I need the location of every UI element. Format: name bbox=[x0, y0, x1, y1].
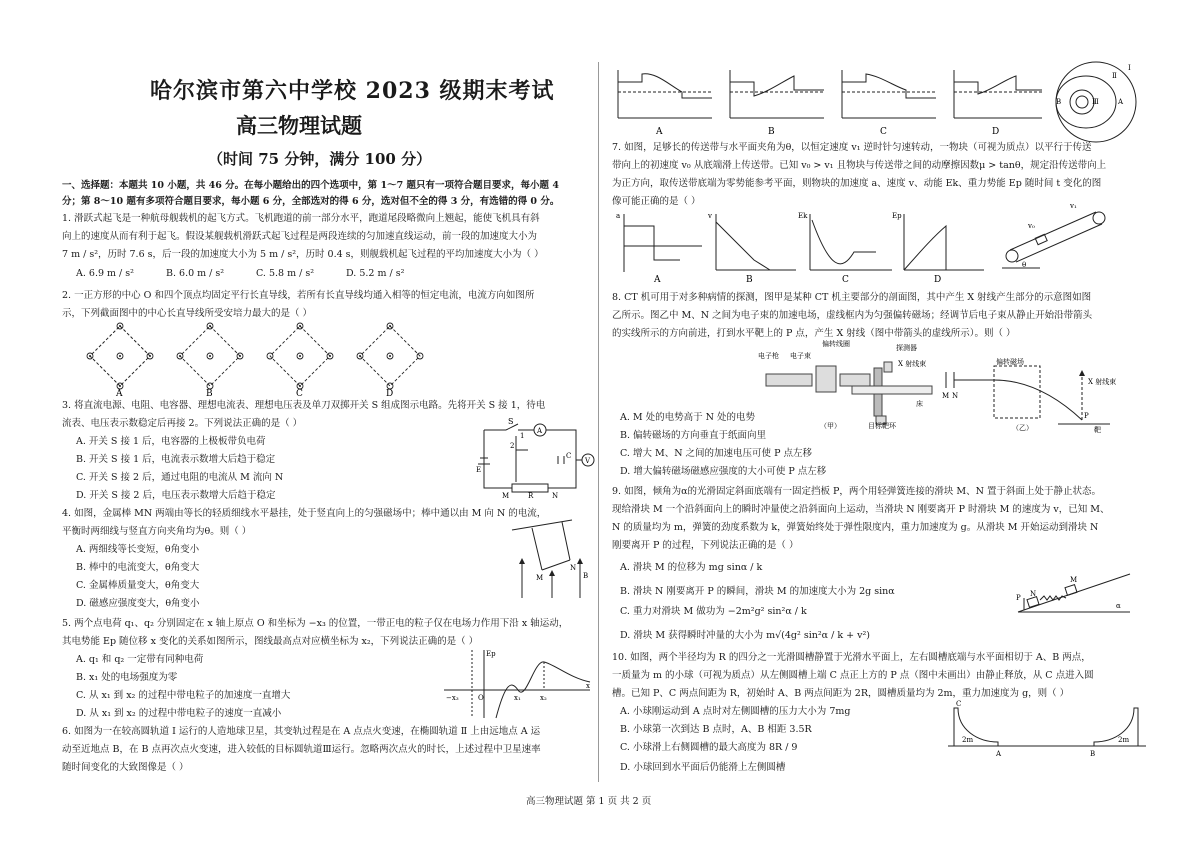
question-8-ct-figure bbox=[756, 340, 946, 430]
graph-label-b: B bbox=[746, 275, 753, 285]
orbit-label-ii: Ⅱ bbox=[1112, 72, 1117, 80]
question-3-circuit bbox=[476, 417, 600, 500]
circuit-label-c: C bbox=[566, 452, 572, 460]
subject-title: 高三物理试题 bbox=[236, 113, 362, 138]
school-title: 哈尔滨市第六中学校 2023 级期末考试 bbox=[150, 78, 555, 104]
axis-label-x: x bbox=[586, 682, 590, 690]
conveyor-label-v0: v₀ bbox=[1028, 222, 1035, 230]
question-5-line: 其电势能 Ep 随位移 x 变化的关系如图所示，图线最高点对应横坐标为 x₂，下列说法正确的是（ ） bbox=[62, 636, 479, 647]
column-divider bbox=[598, 62, 599, 782]
orbit-label-a: A bbox=[1118, 98, 1124, 106]
question-1-option: B. 6.0 m / s² bbox=[166, 268, 225, 279]
question-6-line: 随时间变化的大致图像是（ ） bbox=[62, 762, 189, 773]
question-4-line: 4. 如图，金属棒 MN 两端由等长的轻质细线水平悬挂，处于竖直向上的匀强磁场中；棒中通以由 M 向 N 的电流， bbox=[62, 508, 547, 519]
question-7-graphs bbox=[616, 212, 990, 285]
axis-label-o: O bbox=[478, 694, 484, 702]
graph-label-c: C bbox=[880, 127, 887, 137]
question-8-line: 乙所示。图乙中 M、N 之间为电子束的加速电场，虚线框内为匀强偏转磁场；经调节后电子束从静止开始沿带箭头 bbox=[612, 310, 1093, 321]
question-3-option: D. 开关 S 接 2 后，电压表示数增大后趋于稳定 bbox=[76, 490, 276, 501]
axis-label-neg-x3: −x₃ bbox=[446, 694, 459, 702]
ct-label-jia: （甲） bbox=[820, 422, 841, 430]
question-8-option: C. 增大 M、N 之间的加速电压可使 P 点左移 bbox=[620, 448, 812, 459]
circuit-label-e: E bbox=[476, 466, 482, 474]
question-5-option: A. q₁ 和 q₂ 一定带有同种电荷 bbox=[76, 654, 204, 665]
beam-label-ba: 靶 bbox=[1094, 426, 1101, 434]
graph-label-d: D bbox=[992, 127, 1000, 137]
question-10-option: D. 小球回到水平面后仍能滑上左侧圆槽 bbox=[620, 762, 786, 773]
question-8-line: 的实线所示的方向前进，打到水平靶上的 P 点，产生 X 射线（图中带箭头的虚线所示）。则（ ） bbox=[612, 328, 1016, 339]
question-2-line: 2. 一正方形的中心 O 和四个顶点均固定平行长直导线，若所有长直导线均通入相等的恒定电流，电流方向如图所 bbox=[62, 290, 535, 301]
question-9-line: 现给滑块 M 一个沿斜面向上的瞬时冲量使之沿斜面向上运动，当滑块 N 刚要离开 P 时滑块 M 的速度为 v，已知 M、 bbox=[612, 504, 1110, 515]
axis-label-a: a bbox=[616, 212, 621, 220]
figure-label-c: C bbox=[296, 389, 303, 399]
beam-label-p: P bbox=[1084, 412, 1089, 420]
circuit-label-n: N bbox=[552, 492, 559, 500]
question-9-option: A. 滑块 M 的位移为 mg sinα / k bbox=[620, 562, 763, 573]
question-3-option: B. 开关 S 接 1 后，电流表示数增大后趋于稳定 bbox=[76, 454, 276, 465]
question-8-option: D. 增大偏转磁场磁感应强度的大小可使 P 点左移 bbox=[620, 466, 827, 477]
question-5-graph bbox=[444, 648, 594, 720]
graph-label-a: A bbox=[654, 275, 661, 285]
axis-label-x2: x₂ bbox=[540, 694, 547, 702]
question-1-option: A. 6.9 m / s² bbox=[76, 268, 134, 279]
question-9-option: D. 滑块 M 获得瞬时冲量的大小为 m√(4g² sin²α / k + v²) bbox=[620, 630, 870, 641]
beam-label-yi: （乙） bbox=[1012, 424, 1033, 432]
question-10-option: A. 小球刚运动到 A 点时对左侧圆槽的压力大小为 7mg bbox=[620, 706, 851, 717]
graph-label-c: C bbox=[842, 275, 849, 285]
graph-label-a: A bbox=[656, 127, 663, 137]
question-7-line: 像可能正确的是（ ） bbox=[612, 196, 701, 207]
question-6-graphs bbox=[612, 68, 1042, 138]
question-4-option: D. 磁感应强度变大，θ角变小 bbox=[76, 598, 200, 609]
question-2-figure bbox=[90, 326, 450, 399]
ct-label-beam: 电子束 bbox=[790, 352, 811, 360]
figure-label-a: A bbox=[116, 389, 123, 399]
circuit-label-r: R bbox=[528, 492, 534, 500]
page-footer: 高三物理试题 第 1 页 共 2 页 bbox=[526, 796, 652, 807]
ct-label-coil: 偏转线圈 bbox=[822, 340, 850, 348]
question-3-option: C. 开关 S 接 2 后，通过电阻的电流从 M 流向 N bbox=[76, 472, 284, 483]
question-9-option: C. 重力对滑块 M 做功为 −2m²g² sin²α / k bbox=[620, 606, 807, 617]
question-10-groove-figure bbox=[948, 702, 1148, 758]
question-8-option: B. 偏转磁场的方向垂直于纸面向里 bbox=[620, 430, 767, 441]
question-9-line: N 的质量均为 m，弹簧的劲度系数为 k，弹簧始终处于弹性限度内，重力加速度为 g。从滑块 M 开始运动到滑块 N bbox=[612, 522, 1099, 533]
graph-label-d: D bbox=[934, 275, 942, 285]
ct-label-xray: X 射线束 bbox=[898, 360, 927, 368]
question-5-line: 5. 两个点电荷 q₁、q₂ 分别固定在 x 轴上原点 O 和坐标为 −x₃ 的位置，一带正电的粒子仅在电场力作用下沿 x 轴运动， bbox=[62, 618, 569, 629]
time-info: （时间 75 分钟，满分 100 分） bbox=[208, 150, 432, 168]
figure-label-m: M bbox=[536, 574, 544, 582]
conveyor-label-theta: θ bbox=[1022, 261, 1027, 269]
section-heading-line: 一、选择题：本题共 10 小题，共 46 分。在每小题给出的四个选项中，第 1～7 题只有一项符合题目要求，每小题 4 bbox=[62, 180, 559, 191]
incline-label-p: P bbox=[1016, 594, 1021, 602]
beam-label-n: N bbox=[952, 392, 959, 400]
question-10-option: B. 小球第一次到达 B 点时，A、B 相距 3.5R bbox=[620, 724, 812, 735]
question-2-line: 示，下列截面图中的中心长直导线所受安培力最大的是（ ） bbox=[62, 308, 313, 319]
ct-label-detector: 探测器 bbox=[896, 344, 917, 352]
figure-label-n: N bbox=[570, 564, 577, 572]
axis-label-ep: Ep bbox=[486, 650, 496, 658]
figure-label-b: B bbox=[583, 572, 589, 580]
question-4-line: 平衡时两细线与竖直方向夹角均为θ。则（ ） bbox=[62, 526, 252, 537]
question-8-option: A. M 处的电势高于 N 处的电势 bbox=[620, 412, 755, 423]
question-7-line: 为正方向，取传送带底端为零势能参考平面，则物块的加速度 a、速度 v、动能 Ek、重力势能 Ep 随时间 t 变化的图 bbox=[612, 178, 1102, 189]
axis-label-ep: Ep bbox=[892, 212, 902, 220]
question-7-line: 带向上的初速度 v₀ 从底端滑上传送带。已知 v₀ > v₁ 且物块与传送带之间的动摩擦因数μ > tanθ，规定沿传送带向上 bbox=[612, 160, 1107, 171]
question-6-line: 6. 如图为一在较高圆轨道 Ⅰ 运行的人造地球卫星，其变轨过程是在 A 点点火变速，在椭圆轨道 Ⅱ 上由远地点 A 运 bbox=[62, 726, 541, 737]
circuit-label-a: A bbox=[537, 427, 543, 435]
circuit-label-1: 1 bbox=[520, 432, 525, 440]
ct-label-target: 目标靶环 bbox=[868, 422, 896, 430]
question-1-line: 向上的速度从而有利于起飞。假设某舰载机滑跃式起飞过程是两段连续的匀加速直线运动，前一段的加速度大小为 bbox=[62, 231, 538, 242]
incline-label-n: N bbox=[1030, 590, 1037, 598]
question-3-option: A. 开关 S 接 1 后，电容器的上极板带负电荷 bbox=[76, 436, 266, 447]
figure-label-d: D bbox=[386, 389, 394, 399]
question-4-option: B. 棒中的电流变大，θ角变大 bbox=[76, 562, 200, 573]
groove-label-c: C bbox=[956, 700, 962, 708]
beam-label-xray: X 射线束 bbox=[1088, 378, 1117, 386]
question-5-option: C. 从 x₁ 到 x₂ 的过程中带电粒子的加速度一直增大 bbox=[76, 690, 291, 701]
question-9-line: 刚要离开 P 的过程，下列说法正确的是（ ） bbox=[612, 540, 799, 551]
beam-label-field: 偏转磁场 bbox=[996, 358, 1024, 366]
orbit-label-iii: Ⅲ bbox=[1092, 98, 1099, 106]
circuit-label-2: 2 bbox=[510, 442, 515, 450]
question-8-beam-figure bbox=[942, 358, 1142, 434]
groove-label-m2: 2m bbox=[1118, 736, 1130, 744]
ct-label-bed: 床 bbox=[916, 400, 923, 408]
question-1-line: 1. 滑跃式起飞是一种航母舰载机的起飞方式。飞机跑道的前一部分水平，跑道尾段略微向上翘起，能使飞机具有斜 bbox=[62, 213, 540, 224]
ct-label-gun: 电子枪 bbox=[758, 352, 779, 360]
circuit-label-s: S bbox=[508, 417, 514, 426]
beam-label-m: M bbox=[942, 392, 950, 400]
question-8-line: 8. CT 机可用于对多种病情的探测，图甲是某种 CT 机主要部分的剖面图，其中产生 X 射线产生部分的示意图如图 bbox=[612, 292, 1092, 303]
question-3-line: 3. 将直流电源、电阻、电容器、理想电流表、理想电压表及单刀双掷开关 S 组成图示电路。先将开关 S 接 1，待电 bbox=[62, 400, 546, 411]
question-1-option: D. 5.2 m / s² bbox=[346, 268, 405, 279]
conveyor-label-v1: v₁ bbox=[1070, 202, 1077, 210]
question-4-option: C. 金属棒质量变大，θ角变大 bbox=[76, 580, 200, 591]
question-1-line: 7 m / s²，历时 7.6 s，后一段的加速度大小为 5 m / s²，历时 0.4 s，则舰载机起飞过程的平均加速度大小为（ ） bbox=[62, 249, 544, 260]
question-7-conveyor-figure bbox=[1000, 202, 1108, 270]
axis-label-x1: x₁ bbox=[514, 694, 521, 702]
question-10-line: 一质量为 m 的小球（可视为质点）从左侧圆槽上端 C 点正上方的 P 点（图中未画出）由静止释放，从 C 点进入圆 bbox=[612, 670, 1094, 681]
groove-label-b: B bbox=[1090, 750, 1096, 758]
question-5-option: B. x₁ 处的电场强度为零 bbox=[76, 672, 178, 683]
incline-label-alpha: α bbox=[1116, 602, 1121, 610]
question-1-option: C. 5.8 m / s² bbox=[256, 268, 315, 279]
question-5-option: D. 从 x₁ 到 x₂ 的过程中带电粒子的速度一直减小 bbox=[76, 708, 282, 719]
section-heading-line: 分；第 8～10 题有多项符合题目要求，每小题 6 分，全部选对的得 6 分，选对但不全的得 3 分，有选错的得 0 分。 bbox=[62, 196, 560, 207]
question-10-option: C. 小球滑上右侧圆槽的最大高度为 8R / 9 bbox=[620, 742, 798, 753]
axis-label-v: v bbox=[708, 212, 712, 220]
question-6-line: 动至近地点 B，在 B 点再次点火变速，进入较低的目标圆轨道Ⅲ运行。忽略两次点火的时长，上述过程中卫星速率 bbox=[62, 744, 541, 755]
question-4-figure bbox=[512, 520, 592, 600]
question-4-option: A. 两细线等长变短，θ角变小 bbox=[76, 544, 200, 555]
graph-label-b: B bbox=[768, 127, 775, 137]
question-10-line: 10. 如图，两个半径均为 R 的四分之一光滑圆槽静置于光滑水平面上，左右圆槽底端与水平面相切于 A、B 两点， bbox=[612, 652, 1091, 663]
orbit-label-i: Ⅰ bbox=[1128, 64, 1131, 72]
question-9-line: 9. 如图，倾角为α的光滑固定斜面底端有一固定挡板 P，两个用轻弹簧连接的滑块 M、N 置于斜面上处于静止状态。 bbox=[612, 486, 1101, 497]
circuit-label-v: V bbox=[585, 457, 591, 465]
figure-label-b: B bbox=[206, 389, 213, 399]
groove-label-a: A bbox=[996, 750, 1002, 758]
groove-label-m1: 2m bbox=[962, 736, 974, 744]
question-10-line: 槽。已知 P、C 两点间距为 R，初始时 A、B 两点间距为 2R，圆槽质量均为 2m，重力加速度为 g，则（ ） bbox=[612, 688, 1070, 699]
circuit-label-m: M bbox=[502, 492, 510, 500]
incline-label-m: M bbox=[1070, 576, 1078, 584]
question-7-line: 7. 如图，足够长的传送带与水平面夹角为θ，以恒定速度 v₁ 逆时针匀速转动，一物块（可视为质点）以平行于传送 bbox=[612, 142, 1092, 153]
question-9-option: B. 滑块 N 刚要离开 P 的瞬间，滑块 M 的加速度大小为 2g sinα bbox=[620, 586, 895, 597]
question-3-line: 流表、电压表示数稳定后再接 2。下列说法正确的是（ ） bbox=[62, 418, 303, 429]
question-6-orbit-figure bbox=[1052, 60, 1142, 144]
orbit-label-b: B bbox=[1056, 98, 1062, 106]
question-9-incline-figure bbox=[1014, 570, 1134, 616]
axis-label-ek: Ek bbox=[798, 212, 808, 220]
